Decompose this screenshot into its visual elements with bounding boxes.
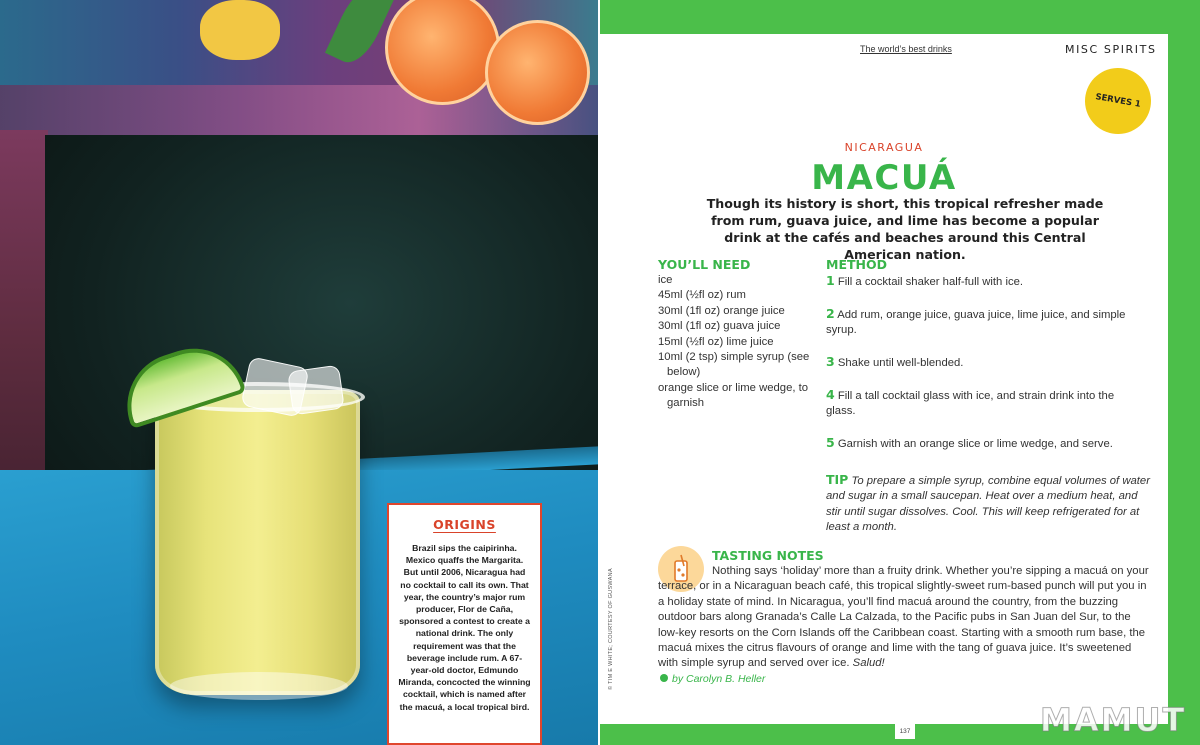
step-text: Add rum, orange juice, guava juice, lime juice, and simple syrup. (826, 308, 1126, 337)
ingredient-item: 15ml (½fl oz) lime juice (658, 335, 774, 348)
step-number: 1 (826, 273, 835, 288)
method-section (826, 257, 1146, 468)
cocktail-glass (155, 390, 360, 695)
ingredient-item: 30ml (1fl oz) orange juice (658, 304, 785, 317)
step-number: 4 (826, 386, 835, 402)
painted-fruit (200, 0, 280, 60)
ingredient-item: ice (658, 274, 673, 286)
ingredient-item: 45ml (½fl oz) rum (658, 289, 746, 302)
method-step (826, 354, 1146, 371)
origins-title: ORIGINS (433, 517, 496, 532)
recipe-title: MACUÁ (811, 158, 957, 198)
ingredients-section (658, 257, 818, 412)
method-step (826, 387, 1146, 420)
tasting-notes (658, 564, 1150, 672)
glass-base (170, 672, 348, 700)
ingredient-item: 10ml (2 tsp) simple syrup (see below) (658, 351, 810, 379)
ingredient-item: orange slice or lime wedge, to garnish (658, 381, 809, 410)
photo-credit: © TIM E WHITE; COURTESY OF GUSWANA (608, 568, 614, 690)
ingredients-heading: YOU’LL NEED (658, 257, 751, 272)
author-byline (660, 673, 765, 685)
recipe-intro: Though its history is short, this tropical refresher made from rum, guava juice, and lime has become a popular drink at the cafés and beaches around this Central American nation. (706, 196, 1104, 262)
painted-orange (485, 20, 590, 125)
tasting-closing: Salud! (852, 657, 885, 670)
tip-box (826, 472, 1154, 536)
step-text: Shake until well-blended. (837, 357, 964, 369)
origins-box (387, 503, 542, 745)
bullet-icon (660, 674, 668, 682)
method-step (826, 273, 1146, 290)
method-step (826, 306, 1146, 339)
method-step (826, 435, 1146, 452)
step-text: Fill a cocktail shaker half-full with ice. (837, 276, 1024, 288)
author-name: by Carolyn B. Heller (672, 673, 766, 685)
running-head: The world’s best drinks (860, 44, 952, 54)
serves-label: SERVES 1 (1094, 92, 1142, 110)
method-heading: METHOD (826, 257, 887, 272)
step-number: 2 (826, 305, 835, 321)
tasting-paragraph (658, 564, 1150, 672)
section-label: MISC SPIRITS (1065, 43, 1157, 56)
cocktail-photo (0, 0, 598, 745)
tasting-notes-heading: TASTING NOTES (712, 548, 824, 563)
step-number: 5 (826, 435, 835, 450)
page-number: 137 (895, 724, 915, 739)
method-steps (826, 273, 1146, 452)
origins-text: Brazil sips the caipirinha. Mexico quaffs the Margarita. But until 2006, Nicaragua had no cocktail to call its own. That year, the country’s major rum producer, Flor de Caña, sponsored a contest to create a national drink. The only requirement was that the beverage include rum. A 67-year-old doctor, Edmundo Miranda, concocted the winning cocktail, which is named after the macuá, a local tropical bird. (398, 543, 531, 712)
tasting-text: Nothing says ‘holiday’ more than a fruity drink. Whether you’re sipping a macuá on your terrace, or in a Nicaraguan beach café, this tropical slightly-sweet rum-based punch will put you in a holiday state of mind. In Nicaragua, you’ll find macuá around the country, from the buzzing outdoor bars along Granada’s Calle La Calzada, to the Pacific pubs in San Juan del Sur, to the low-key resorts on the Corn Islands off the Caribbean coast. Starting with a smooth rum base, the macuá mixes the citrus flavours of orange and lime with the tang of guava juice. It’s sweetened with simple syrup and served over ice. (658, 565, 1149, 670)
ice-cube (287, 365, 345, 416)
ingredient-item: 30ml (1fl oz) guava juice (658, 320, 781, 333)
country-label: NICARAGUA (844, 141, 924, 154)
watermark-logo: MAMUT (1040, 701, 1187, 739)
step-text: Garnish with an orange slice or lime wedge, and serve. (837, 438, 1113, 450)
tip-text: To prepare a simple syrup, combine equal volumes of water and sugar in a small saucepan. Heat over a medium heat, and stir until sugar dissolves. Cool. This will keep refrigerated for at least a month. (826, 475, 1150, 534)
tip-label: TIP (826, 472, 849, 487)
step-number: 3 (826, 354, 835, 369)
ingredients-list (658, 273, 818, 412)
step-text: Fill a tall cocktail glass with ice, and strain drink into the glass. (826, 389, 1115, 418)
